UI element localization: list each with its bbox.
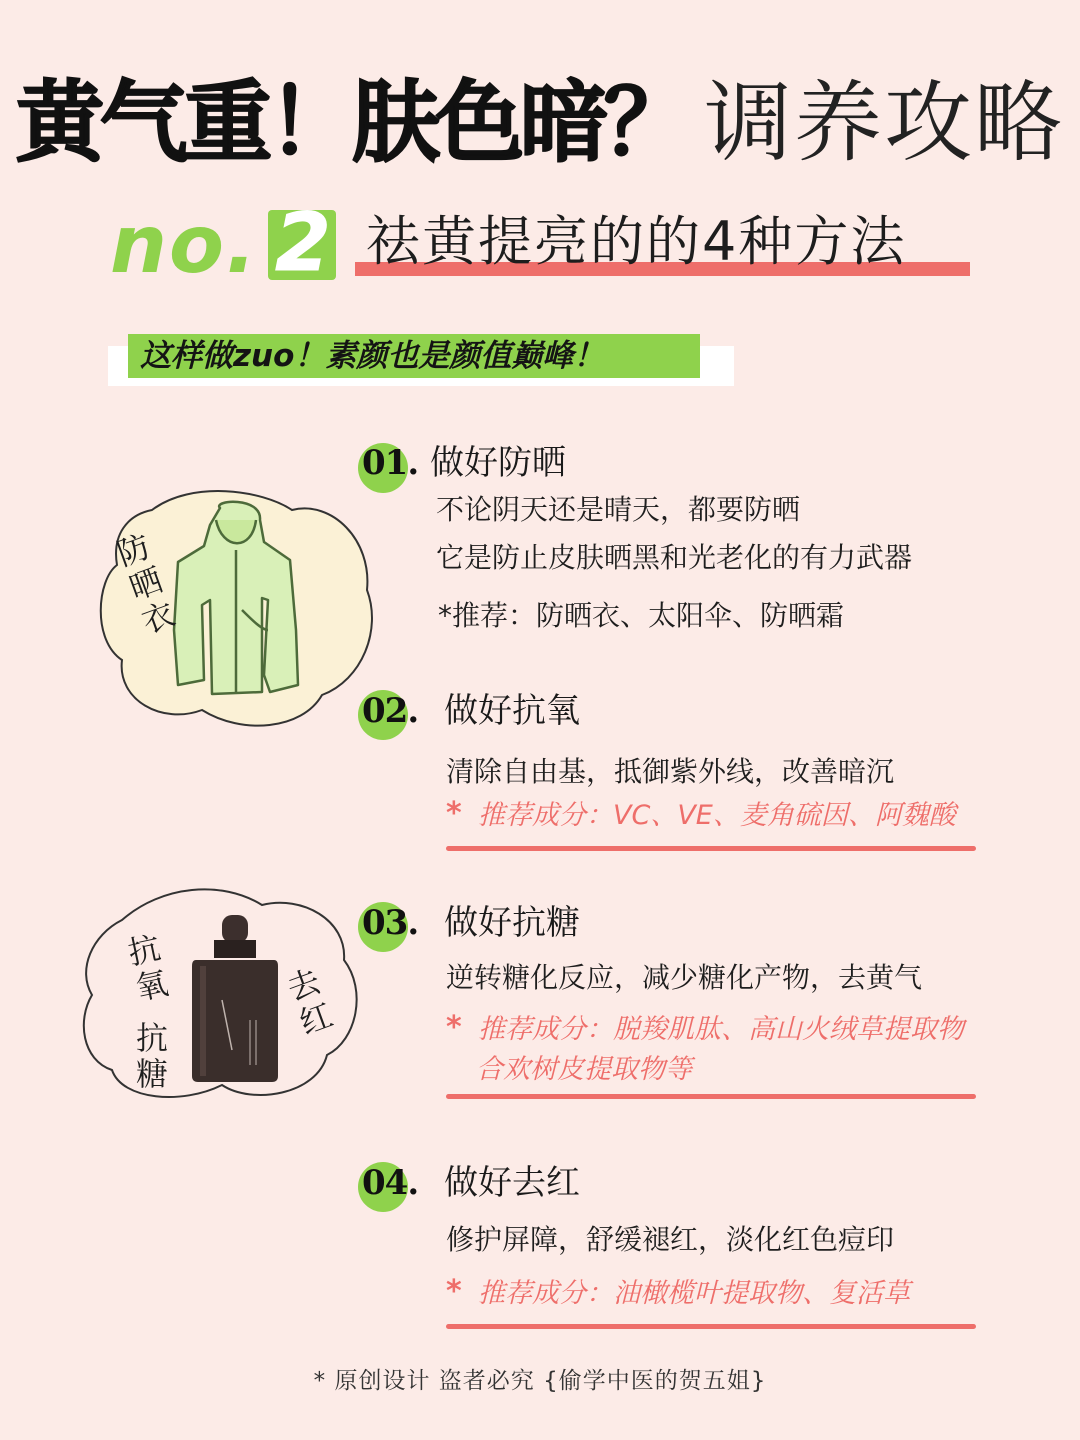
method-prefix: no. [110,198,259,291]
section-divider [446,1094,976,1099]
slogan-text: 这样做zuo！素颜也是颜值巅峰！ [140,338,605,374]
section-heading: 做好抗糖 [444,903,580,943]
section-number: 04. [362,1163,419,1203]
section-recommend-continued: 合欢树皮提取物等 [476,1054,692,1085]
recommend-star: * [446,1274,462,1309]
method-number: 2 [275,196,331,289]
section-divider [446,846,976,851]
method-title: 祛黄提亮的的4种方法 [366,210,907,273]
jacket-label: 防晒衣 [112,526,180,642]
footer-copyright: * 原创设计 盗者必究 {偷学中医的贺五姐} [313,1368,767,1394]
section-heading: 做好抗氧 [444,691,580,731]
recommend-star: * [446,1010,462,1045]
serum-label-left-top: 抗氧 [124,928,172,1008]
recommend-star: * [446,796,462,831]
section-recommend: 推荐成分：脱羧肌肽、高山火绒草提取物 [478,1014,964,1045]
section-heading: 做好防晒 [430,443,566,483]
serum-label-right: 去红 [282,961,338,1043]
serum-label-left-bottom: 抗糖 [135,1019,168,1093]
section-body-line: 它是防止皮肤晒黑和光老化的有力武器 [436,541,913,574]
title-bold: 黄气重！肤色暗？ [15,71,688,174]
section-recommend: 推荐成分：VC、VE、麦角硫因、阿魏酸 [478,800,956,831]
section-recommend: 推荐成分：油橄榄叶提取物、复活草 [478,1278,910,1309]
section-number: 02. [362,691,419,731]
section-recommend: *推荐：防晒衣、太阳伞、防晒霜 [438,599,845,632]
section-body-line: 逆转糖化反应，减少糖化产物，去黄气 [446,961,923,994]
section-body-line: 清除自由基，抵御紫外线，改善暗沉 [446,755,895,788]
title-light: 调养攻略 [704,71,1065,174]
section-number: 03. [362,903,419,943]
section-divider [446,1324,976,1329]
section-body-line: 修护屏障，舒缓褪红，淡化红色痘印 [446,1223,895,1256]
section-heading: 做好去红 [444,1163,580,1203]
section-body-line: 不论阴天还是晴天，都要防晒 [436,493,801,526]
section-number: 01. [362,443,419,483]
page-title [0,68,1080,178]
serum-illustration [72,880,372,1110]
